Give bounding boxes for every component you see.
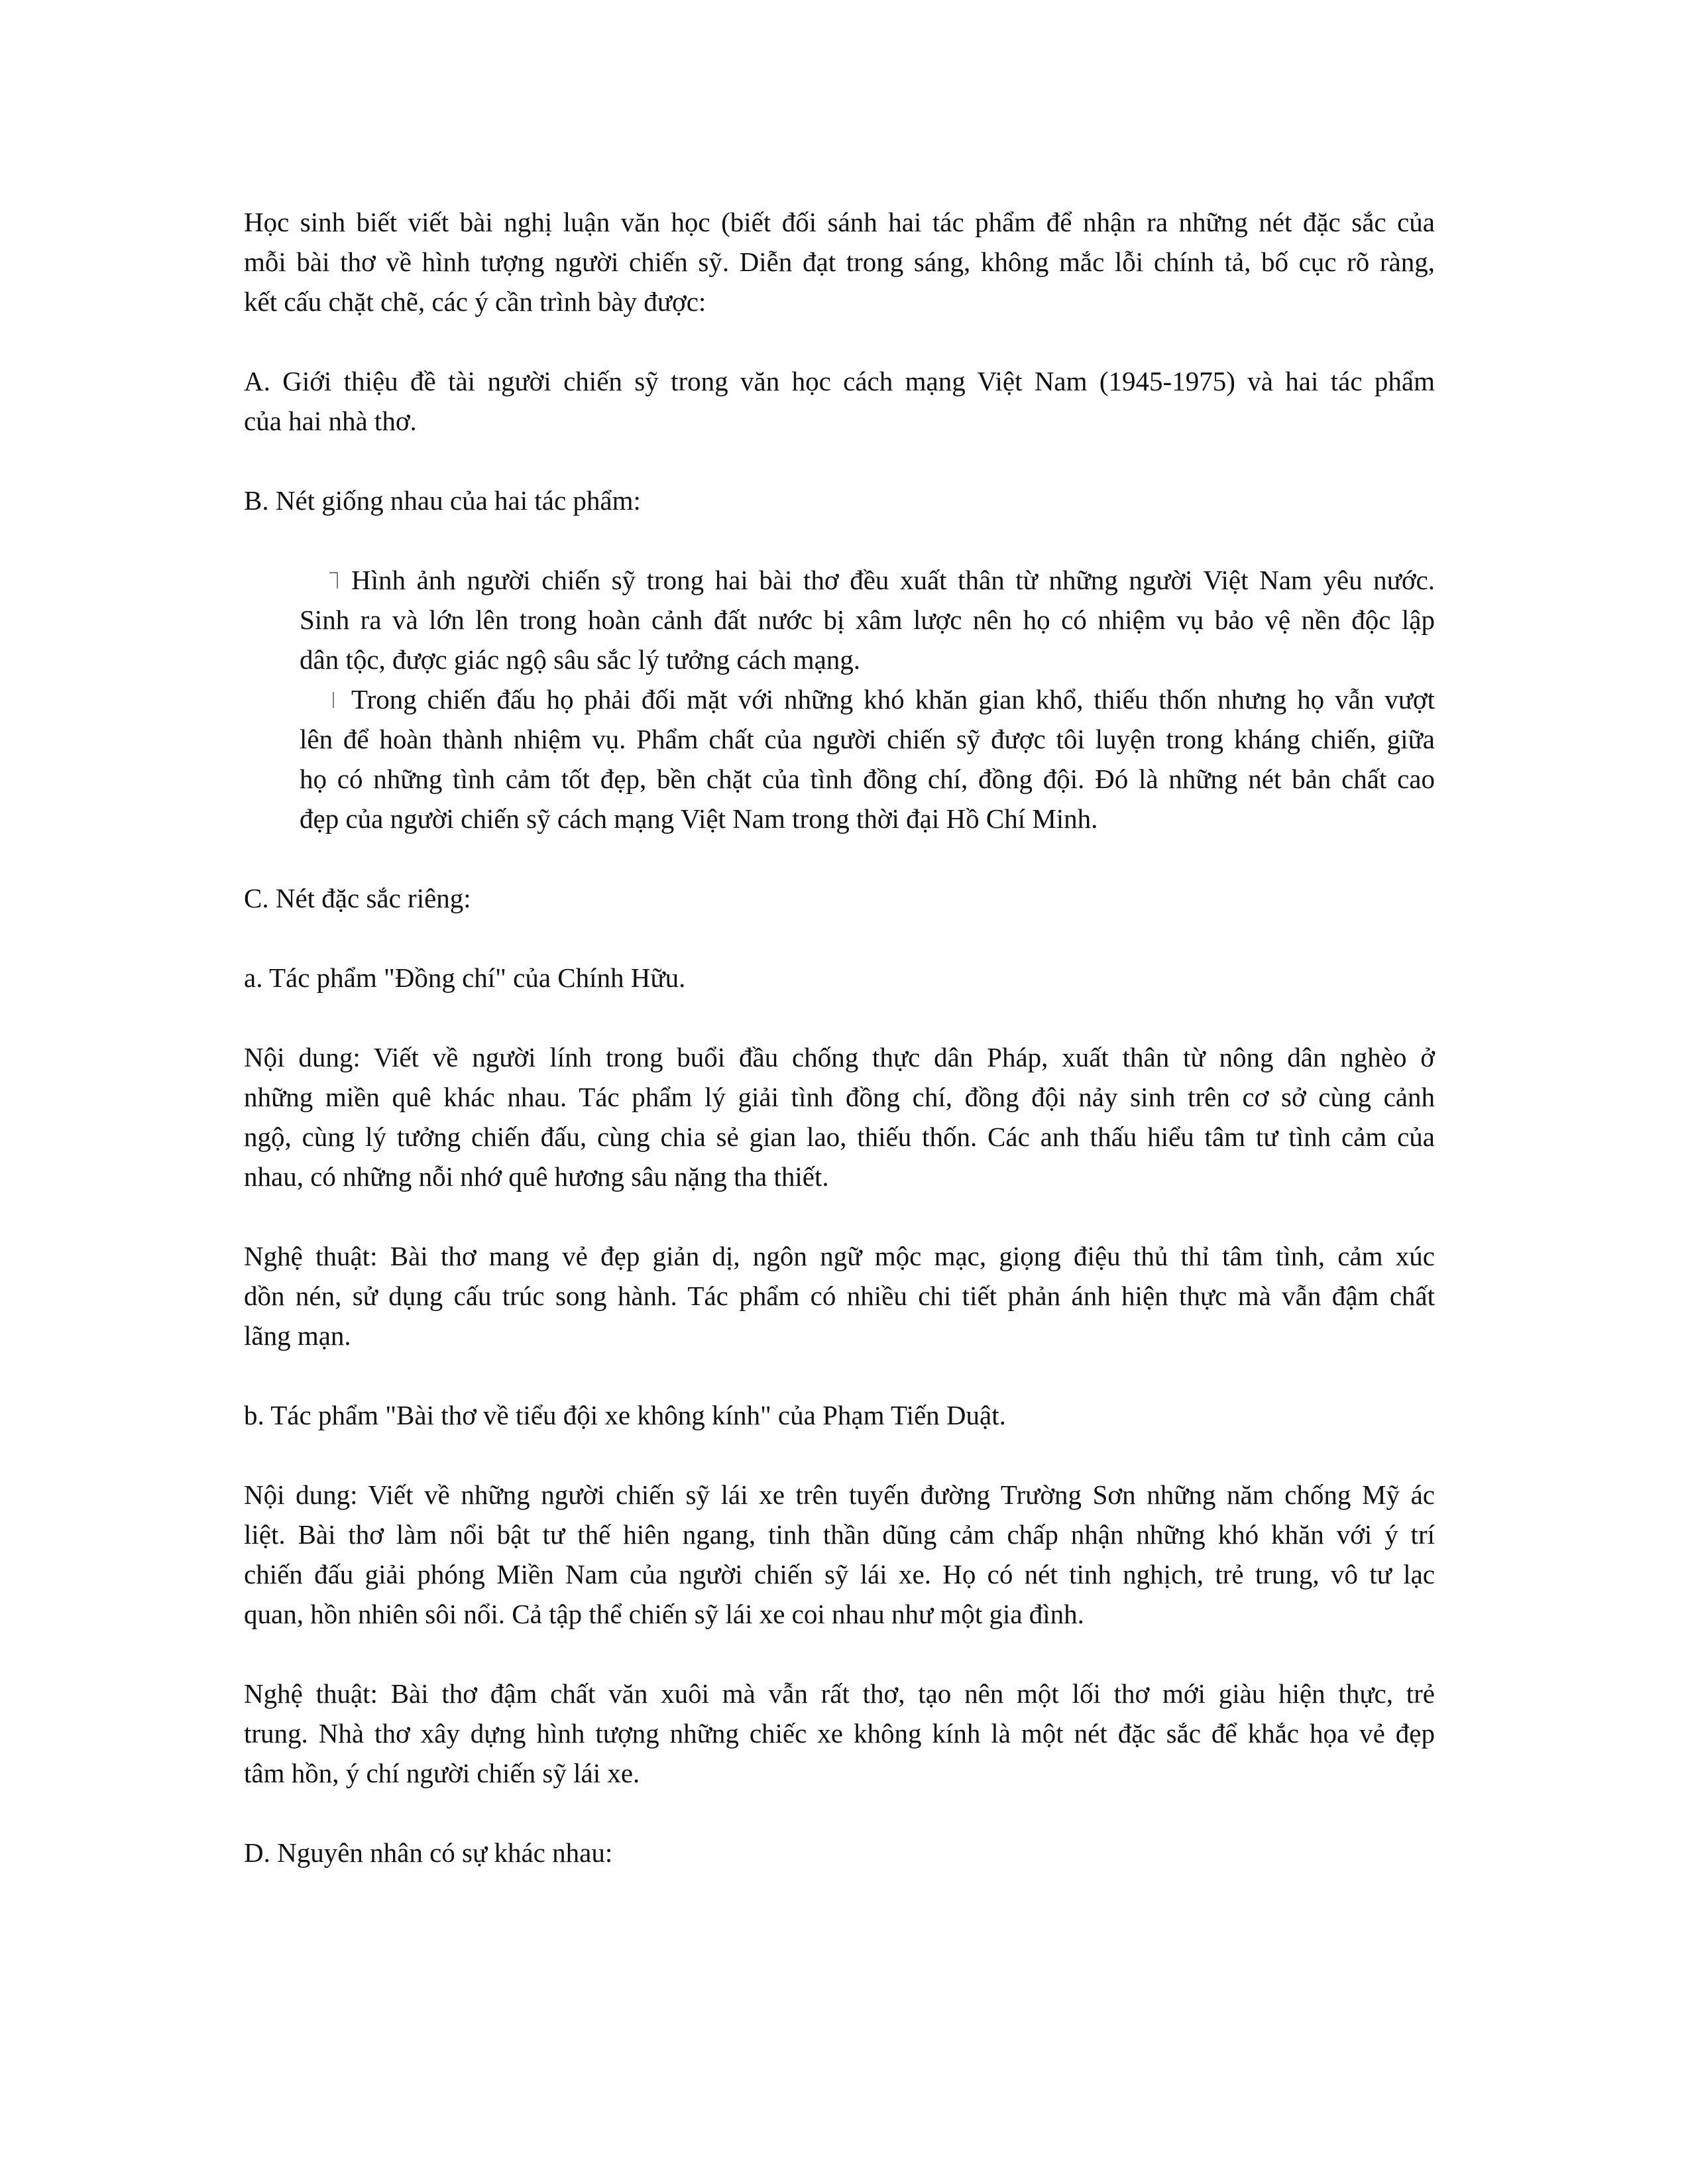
text-line: B. Nét giống nhau của hai tác phẩm:: [244, 485, 641, 516]
text-line: Sinh ra và lớn lên trong hoàn cảnh đất nước bị xâm lược nên họ có nhiệm vụ bảo vệ nền độc lập: [300, 604, 1435, 635]
text-line: nhau, có những nỗi nhớ quê hương sâu nặng tha thiết.: [244, 1161, 829, 1192]
text-line: ngộ, cùng lý tưởng chiến đấu, cùng chia sẻ gian lao, thiếu thốn. Các anh thấu hiểu tâm tư tình cảm của: [244, 1121, 1435, 1152]
text-line: Nội dung: Viết về những người chiến sỹ lái xe trên tuyến đường Trường Sơn những năm chống Mỹ ác: [244, 1479, 1435, 1510]
work-a-content-paragraph: [244, 1037, 1435, 1196]
bracket-bullet-icon: [329, 572, 338, 589]
text-line: Nội dung: Viết về người lính trong buổi đầu chống thực dân Pháp, xuất thân từ nông dân nghèo ở: [244, 1042, 1435, 1072]
intro-paragraph: [244, 202, 1435, 321]
text-line: dân tộc, được giác ngộ sâu sắc lý tưởng cách mạng.: [300, 644, 861, 675]
text-line: của hai nhà thơ.: [244, 406, 417, 436]
work-a-art-paragraph: [244, 1236, 1435, 1355]
text-line: dồn nén, sử dụng cấu trúc song hành. Tác phẩm có nhiều chi tiết phản ánh hiện thực mà vẫn đậm chất: [244, 1281, 1435, 1311]
bar-bullet-icon: [329, 691, 338, 709]
text-line: a. Tác phẩm "Đồng chí" của Chính Hữu.: [244, 962, 686, 993]
text-line: những miền quê khác nhau. Tác phẩm lý giải tình đồng chí, đồng đội nảy sinh trên cơ sở cùng cảnh: [244, 1082, 1435, 1112]
text-line: lãng mạn.: [244, 1320, 351, 1351]
text-line: Học sinh biết viết bài nghị luận văn học (biết đối sánh hai tác phẩm để nhận ra những nét đặc sắc của: [244, 207, 1435, 237]
text-line: liệt. Bài thơ làm nổi bật tư thế hiên ngang, tinh thần dũng cảm chấp nhận những khó khăn với ý trí: [244, 1519, 1435, 1550]
similarities-list: [300, 560, 1435, 838]
text-line: Nghệ thuật: Bài thơ đậm chất văn xuôi mà vẫn rất thơ, tạo nên một lối thơ mới giàu hiện thực, trẻ: [244, 1678, 1435, 1709]
text-line: đẹp của người chiến sỹ cách mạng Việt Nam trong thời đại Hồ Chí Minh.: [300, 803, 1098, 834]
text-line: tâm hồn, ý chí người chiến sỹ lái xe.: [244, 1758, 640, 1788]
text-line: lên để hoàn thành nhiệm vụ. Phẩm chất của người chiến sỹ được tôi luyện trong kháng chiến, giữa: [300, 724, 1435, 754]
bullet-item: [300, 679, 1435, 838]
text-line: D. Nguyên nhân có sự khác nhau:: [244, 1837, 613, 1868]
section-c-heading: [244, 878, 1435, 918]
document-page: [244, 202, 1435, 1912]
work-b-title: [244, 1395, 1435, 1435]
text-line: mỗi bài thơ về hình tượng người chiến sỹ. Diễn đạt trong sáng, không mắc lỗi chính tả, bố cục rõ ràng,: [244, 247, 1435, 277]
work-b-content-paragraph: [244, 1475, 1435, 1634]
text-line: quan, hồn nhiên sôi nổi. Cả tập thể chiến sỹ lái xe coi nhau như một gia đình.: [244, 1599, 1084, 1629]
text-line: Hình ảnh người chiến sỹ trong hai bài thơ đều xuất thân từ những người Việt Nam yêu nước.: [351, 565, 1435, 595]
section-d-heading: [244, 1833, 1435, 1872]
text-line: C. Nét đặc sắc riêng:: [244, 883, 471, 913]
section-b-heading: [244, 481, 1435, 520]
text-line: Nghệ thuật: Bài thơ mang vẻ đẹp giản dị, ngôn ngữ mộc mạc, giọng điệu thủ thỉ tâm tình, cảm xúc: [244, 1241, 1435, 1271]
work-a-title: [244, 958, 1435, 998]
text-line: kết cấu chặt chẽ, các ý cần trình bày được:: [244, 286, 706, 317]
text-line: họ có những tình cảm tốt đẹp, bền chặt của tình đồng chí, đồng đội. Đó là những nét bản chất cao: [300, 764, 1435, 794]
text-line: trung. Nhà thơ xây dựng hình tượng những chiếc xe không kính là một nét đặc sắc để khắc họa vẻ đẹp: [244, 1718, 1435, 1749]
work-b-art-paragraph: [244, 1674, 1435, 1793]
text-line: A. Giới thiệu đề tài người chiến sỹ trong văn học cách mạng Việt Nam (1945-1975) và hai tác phẩm: [244, 366, 1435, 396]
text-line: Trong chiến đấu họ phải đối mặt với những khó khăn gian khổ, thiếu thốn nhưng họ vẫn vượt: [351, 684, 1435, 715]
bullet-item: [300, 560, 1435, 679]
text-line: b. Tác phẩm "Bài thơ về tiểu đội xe không kính" của Phạm Tiến Duật.: [244, 1400, 1006, 1430]
section-a-heading: [244, 361, 1435, 441]
text-line: chiến đấu giải phóng Miền Nam của người chiến sỹ lái xe. Họ có nét tinh nghịch, trẻ trung, vô tư lạc: [244, 1559, 1435, 1589]
